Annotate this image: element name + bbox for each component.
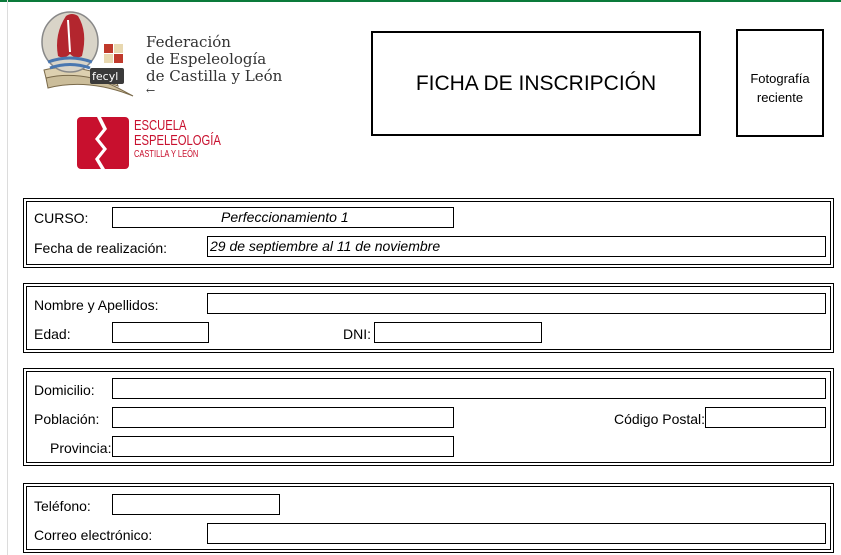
curso-field[interactable]: Perfeccionamiento 1 bbox=[112, 207, 454, 228]
nombre-field[interactable] bbox=[207, 293, 826, 314]
photo-placeholder[interactable]: Fotografía reciente bbox=[736, 29, 824, 137]
escuela-line: CASTILLA Y LEÓN bbox=[134, 149, 199, 160]
federacion-badge-text: fecyl bbox=[92, 70, 119, 83]
telefono-label: Teléfono: bbox=[34, 498, 91, 514]
provincia-label: Provincia: bbox=[50, 440, 112, 456]
escuela-name bbox=[134, 118, 221, 161]
fecha-label: Fecha de realización: bbox=[34, 240, 168, 256]
escuela-line: ESPELEOLOGÍA bbox=[134, 132, 221, 149]
contact-section bbox=[23, 483, 834, 553]
domicilio-field[interactable] bbox=[112, 378, 826, 399]
dni-field[interactable] bbox=[374, 322, 542, 343]
federacion-line: de Espeleología bbox=[146, 50, 267, 68]
poblacion-label: Población: bbox=[34, 411, 100, 427]
federacion-line: Federación bbox=[146, 33, 231, 51]
fecha-field[interactable]: 29 de septiembre al 11 de noviembre bbox=[207, 236, 826, 257]
nombre-label: Nombre y Apellidos: bbox=[34, 297, 159, 313]
edad-field[interactable] bbox=[112, 322, 209, 343]
course-section bbox=[23, 198, 834, 268]
escuela-logo bbox=[77, 115, 227, 175]
top-rule bbox=[0, 0, 841, 2]
federacion-line: de Castilla y León bbox=[146, 67, 283, 85]
curso-label: CURSO: bbox=[34, 210, 89, 226]
personal-section bbox=[23, 283, 834, 353]
codigo-postal-field[interactable] bbox=[705, 407, 826, 428]
arrow-left-icon: ← bbox=[146, 84, 156, 97]
provincia-field[interactable] bbox=[112, 436, 454, 457]
dni-label: DNI: bbox=[343, 326, 371, 342]
domicilio-label: Domicilio: bbox=[34, 382, 95, 398]
address-section bbox=[23, 368, 834, 466]
telefono-field[interactable] bbox=[112, 494, 280, 515]
sheet-edge bbox=[7, 0, 8, 555]
correo-label: Correo electrónico: bbox=[34, 527, 153, 543]
form-title: FICHA DE INSCRIPCIÓN bbox=[371, 31, 701, 136]
federacion-name bbox=[146, 34, 282, 97]
escuela-emblem-icon bbox=[77, 115, 129, 171]
federacion-emblem-icon bbox=[38, 8, 148, 100]
correo-field[interactable] bbox=[207, 523, 826, 544]
federacion-logo bbox=[38, 8, 288, 100]
edad-label: Edad: bbox=[34, 326, 71, 342]
poblacion-field[interactable] bbox=[112, 407, 454, 428]
codigo-postal-label: Código Postal: bbox=[614, 411, 706, 427]
escuela-line: ESCUELA bbox=[134, 117, 187, 134]
